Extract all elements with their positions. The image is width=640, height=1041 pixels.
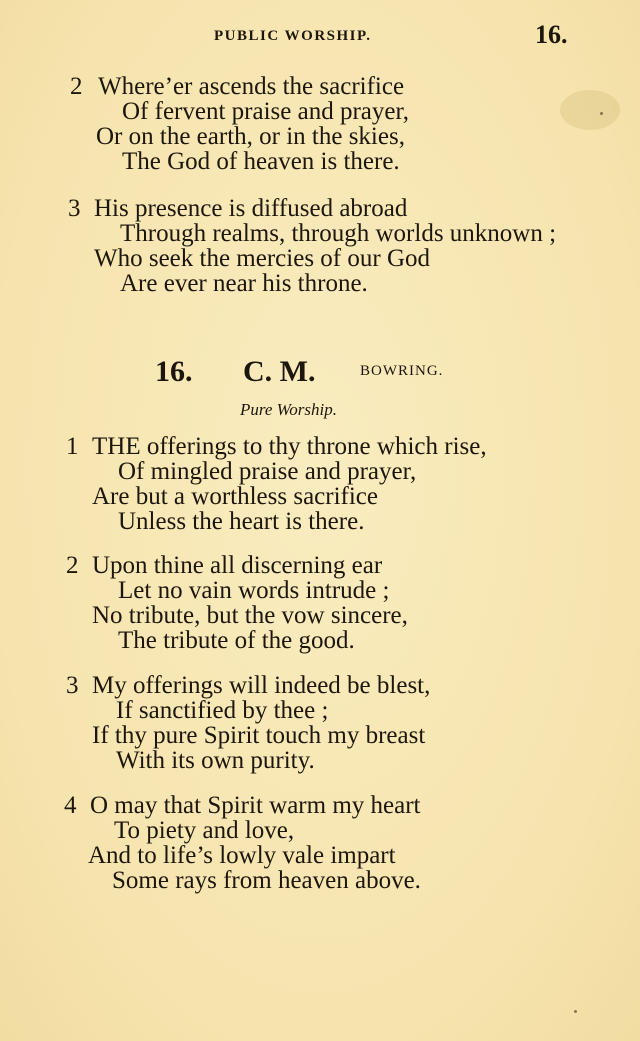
- stanza-number: 3: [66, 672, 79, 699]
- hymn-meter: C. M.: [243, 355, 316, 388]
- paper-speck: [574, 1010, 577, 1013]
- verse-line: Of fervent praise and prayer,: [122, 98, 410, 125]
- verse-line: THE offerings to thy throne which rise,: [92, 433, 487, 460]
- verse-line: Or on the earth, or in the skies,: [96, 123, 405, 150]
- verse-line: Unless the heart is there.: [118, 508, 365, 535]
- verse-line: Where’er ascends the sacrifice: [98, 73, 405, 100]
- paper-stain: [560, 90, 620, 130]
- stanza-number: 3: [68, 195, 81, 222]
- verse-line: O may that Spirit warm my heart: [90, 792, 421, 819]
- verse-line: Upon thine all discerning ear: [92, 552, 383, 579]
- stanza-number: 2: [66, 552, 79, 579]
- verse-line: And to life’s lowly vale impart: [88, 842, 396, 869]
- verse-line: The tribute of the good.: [118, 627, 355, 654]
- verse-line: Of mingled praise and prayer,: [118, 458, 417, 485]
- page-number: 16.: [535, 20, 568, 49]
- verse-line: The God of heaven is there.: [122, 148, 400, 175]
- hymn-title: Pure Worship.: [240, 400, 337, 419]
- hymn-header: [0, 355, 640, 387]
- paper-speck: [600, 112, 603, 115]
- stanza-number: 1: [66, 433, 79, 460]
- running-title: PUBLIC WORSHIP.: [214, 28, 372, 44]
- hymn-author: BOWRING.: [360, 363, 444, 379]
- verse-line: Are but a worthless sacrifice: [92, 483, 378, 510]
- verse-line: Through realms, through worlds unknown ;: [120, 220, 557, 247]
- verse-line: If thy pure Spirit touch my breast: [92, 722, 426, 749]
- verse-line: Are ever near his throne.: [120, 270, 368, 297]
- verse-line: To piety and love,: [114, 817, 295, 844]
- verse-line: His presence is diffused abroad: [94, 195, 408, 222]
- verse-line: With its own purity.: [116, 747, 315, 774]
- verse-line: My offerings will indeed be blest,: [92, 672, 431, 699]
- stanza-number: 2: [70, 73, 83, 100]
- verse-line: Who seek the mercies of our God: [94, 245, 430, 272]
- verse-line: Let no vain words intrude ;: [118, 577, 390, 604]
- stanza-number: 4: [64, 792, 77, 819]
- verse-line: No tribute, but the vow sincere,: [92, 602, 408, 629]
- hymn-number: 16.: [155, 355, 193, 388]
- verse-line: If sanctified by thee ;: [116, 697, 329, 724]
- verse-line: Some rays from heaven above.: [112, 867, 421, 894]
